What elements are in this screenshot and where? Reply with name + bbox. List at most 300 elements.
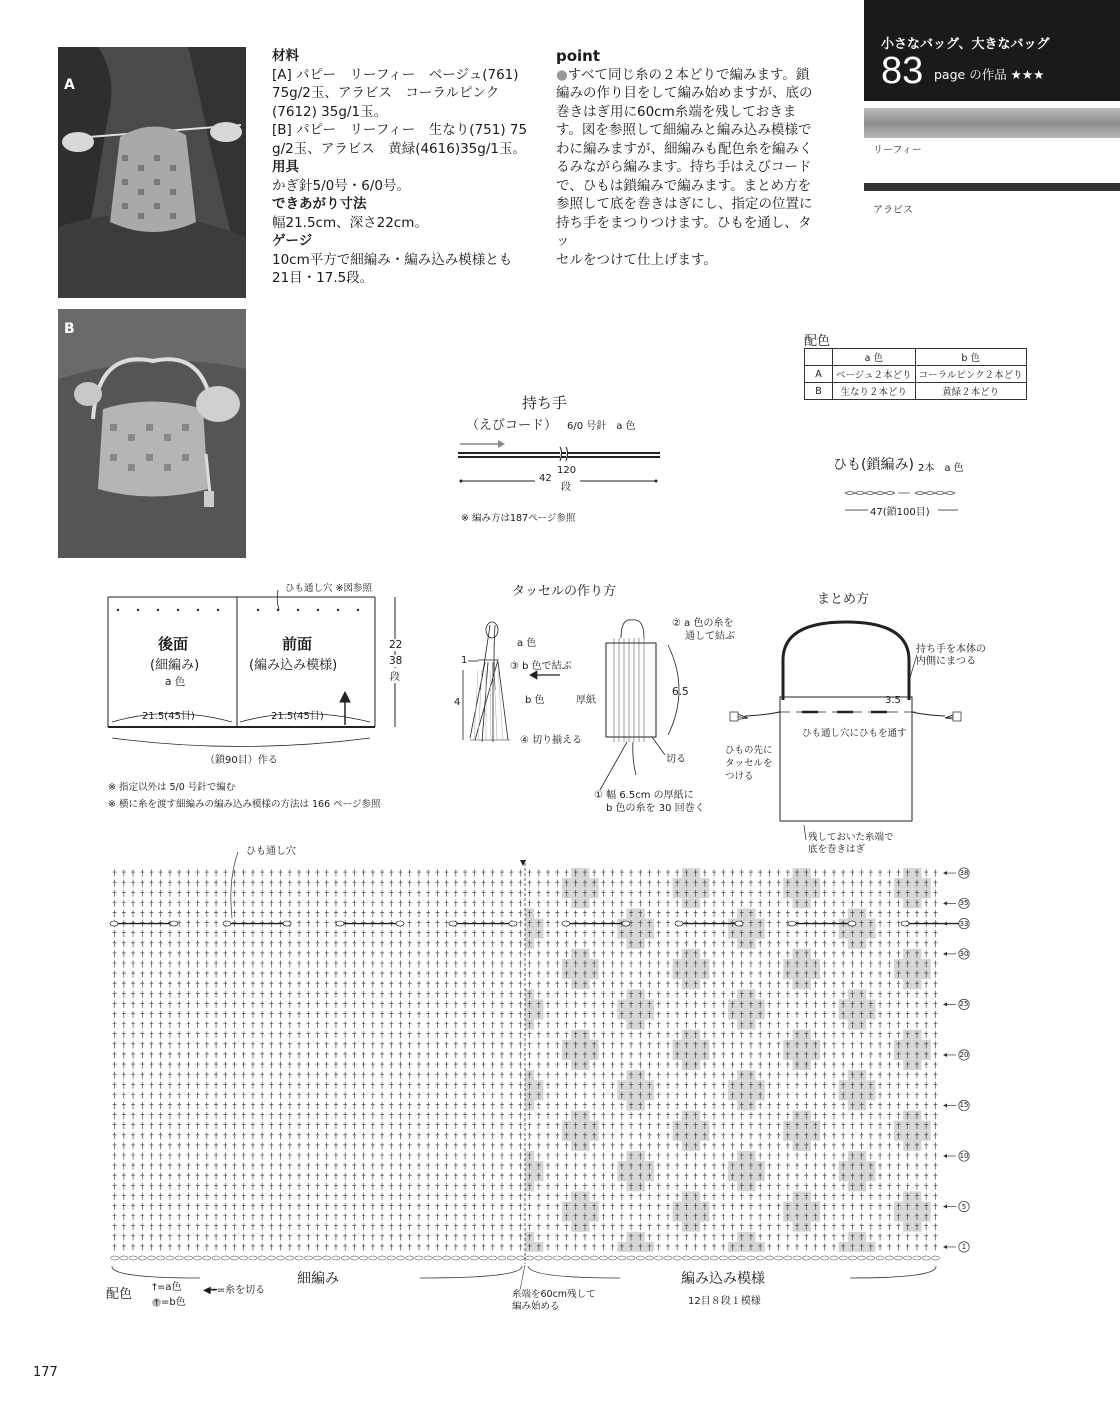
chart-mark <box>887 1243 891 1250</box>
chart-mark <box>150 1031 154 1038</box>
chart-mark <box>240 1256 248 1260</box>
chart-mark <box>131 1233 135 1240</box>
chart-mark <box>131 1163 135 1170</box>
chart-mark <box>694 1021 698 1028</box>
chart-mark <box>362 1183 366 1190</box>
chart-mark <box>352 1001 356 1008</box>
chart-mark <box>758 981 762 988</box>
chart-mark <box>509 971 513 978</box>
chart-mark <box>435 1092 439 1099</box>
chart-mark <box>279 940 283 947</box>
legend-b-symbol: † <box>152 1298 161 1307</box>
chart-mark <box>666 1213 670 1220</box>
chart-mark <box>629 1122 633 1129</box>
chart-mark <box>841 900 845 907</box>
chart-mark <box>638 971 642 978</box>
chart-mark <box>850 1223 854 1230</box>
chart-mark <box>823 1092 827 1099</box>
chart-mark <box>915 930 919 937</box>
chart-mark <box>233 1102 237 1109</box>
chart-mark <box>518 1062 522 1069</box>
chart-mark <box>140 991 144 998</box>
chart-mark <box>445 1223 449 1230</box>
chart-mark <box>251 991 255 998</box>
chart-mark <box>860 1213 864 1220</box>
chart-mark <box>482 1102 486 1109</box>
chart-mark <box>684 1021 688 1028</box>
chart-mark <box>657 1011 661 1018</box>
tassel-dim-65: 6.5 <box>672 686 689 698</box>
chart-mark <box>122 1011 126 1018</box>
chart-mark <box>472 1193 476 1200</box>
chart-mark <box>767 1243 771 1250</box>
chart-mark <box>878 1203 882 1210</box>
chart-mark <box>214 900 218 907</box>
chart-mark <box>592 1142 596 1149</box>
chart-mark <box>500 890 504 897</box>
chart-mark <box>924 1193 928 1200</box>
chart-mark <box>306 1132 310 1139</box>
chart-mark <box>638 870 642 877</box>
chart-mark <box>601 950 605 957</box>
chart-pattern-label: 編み込み模様 <box>678 1268 768 1288</box>
chart-mark <box>915 1183 919 1190</box>
chart-mark <box>186 1243 190 1250</box>
chart-mark <box>832 981 836 988</box>
chart-mark <box>472 880 476 887</box>
chart-mark <box>721 1031 725 1038</box>
chart-mark <box>472 1011 476 1018</box>
chart-mark <box>491 1132 495 1139</box>
chart-mark <box>878 1122 882 1129</box>
chart-mark <box>786 1223 790 1230</box>
chart-mark <box>113 910 117 917</box>
chart-mark <box>233 1142 237 1149</box>
chart-mark <box>795 1163 799 1170</box>
chart-row-label: 1 <box>961 1242 967 1251</box>
chart-mark <box>933 1243 937 1250</box>
chart-mark <box>509 1011 513 1018</box>
chart-mark <box>260 971 264 978</box>
chart-mark <box>924 1183 928 1190</box>
chart-mark <box>316 1102 320 1109</box>
chart-mark <box>814 1112 818 1119</box>
chart-mark <box>887 930 891 937</box>
chart-mark <box>196 1173 200 1180</box>
chart-mark <box>611 1041 615 1048</box>
chart-mark <box>482 950 486 957</box>
chart-mark <box>177 1072 181 1079</box>
chart-mark <box>869 1072 873 1079</box>
chart-mark <box>767 1092 771 1099</box>
chart-mark <box>472 1163 476 1170</box>
chart-mark <box>472 991 476 998</box>
chart-mark <box>334 910 338 917</box>
chart-mark <box>546 1163 550 1170</box>
chart-mark <box>860 961 864 968</box>
chart-mark <box>721 961 725 968</box>
chart-mark <box>620 991 624 998</box>
chart-mark <box>343 1031 347 1038</box>
chart-mark <box>675 870 679 877</box>
chart-mark <box>518 1183 522 1190</box>
chart-mark <box>140 870 144 877</box>
chart-mark <box>924 1062 928 1069</box>
chart-mark <box>249 1256 257 1260</box>
chart-mark <box>509 991 513 998</box>
chart-mark <box>509 981 513 988</box>
chart-mark <box>897 1102 901 1109</box>
chart-mark <box>334 1062 338 1069</box>
chart-mark <box>186 1223 190 1230</box>
chart-mark <box>362 880 366 887</box>
chart-mark <box>177 1233 181 1240</box>
chart-mark <box>214 1132 218 1139</box>
chart-mark <box>767 890 771 897</box>
chart-mark <box>371 1163 375 1170</box>
chart-pattern-repeat: 12目８段１模様 <box>688 1296 761 1307</box>
chart-mark <box>325 1223 329 1230</box>
table-cell: 黄緑２本どり <box>915 383 1026 400</box>
chart-mark <box>177 1041 181 1048</box>
chart-mark <box>306 1011 310 1018</box>
chart-mark <box>546 1233 550 1240</box>
chart-mark <box>675 1142 679 1149</box>
chart-mark <box>140 1062 144 1069</box>
chart-mark <box>205 1112 209 1119</box>
chart-mark <box>343 961 347 968</box>
chart-mark <box>196 940 200 947</box>
chart-mark <box>463 890 467 897</box>
chart-mark <box>426 1011 430 1018</box>
chart-mark <box>731 910 735 917</box>
chart-mark <box>546 1132 550 1139</box>
chart-mark <box>435 1062 439 1069</box>
chart-mark <box>657 961 661 968</box>
chart-mark <box>823 1122 827 1129</box>
chart-mark <box>177 1142 181 1149</box>
chart-mark <box>721 1072 725 1079</box>
chart-mark <box>823 961 827 968</box>
chart-mark <box>675 1001 679 1008</box>
chart-mark <box>251 900 255 907</box>
body-height-unit: 段 <box>390 668 400 683</box>
chart-mark <box>565 1173 569 1180</box>
chart-mark <box>943 871 947 875</box>
chart-mark <box>482 1031 486 1038</box>
chart-mark <box>186 1132 190 1139</box>
chart-mark <box>186 1001 190 1008</box>
chart-mark <box>897 1163 901 1170</box>
chart-mark <box>509 940 513 947</box>
chart-mark <box>629 1193 633 1200</box>
chart-mark <box>334 1243 338 1250</box>
chart-mark <box>915 940 919 947</box>
chart-mark <box>205 991 209 998</box>
chart-mark <box>417 1051 421 1058</box>
chart-mark <box>703 1031 707 1038</box>
chart-mark <box>435 1112 439 1119</box>
chart-mark <box>242 961 246 968</box>
chart-mark <box>435 1153 439 1160</box>
chart-mark <box>703 1092 707 1099</box>
chart-mark <box>445 1153 449 1160</box>
chart-mark <box>555 981 559 988</box>
chart-mark <box>242 900 246 907</box>
chart-mark <box>233 890 237 897</box>
chart-mark <box>380 1183 384 1190</box>
chart-mark <box>684 1001 688 1008</box>
chart-mark <box>823 1183 827 1190</box>
chart-mark <box>583 1173 587 1180</box>
chart-mark <box>306 1243 310 1250</box>
chart-mark <box>445 1092 449 1099</box>
chart-mark <box>316 930 320 937</box>
chart-mark <box>122 1082 126 1089</box>
chart-mark <box>306 1051 310 1058</box>
chart-mark <box>786 1102 790 1109</box>
chart-mark <box>721 1112 725 1119</box>
chart-mark <box>113 1001 117 1008</box>
chart-mark <box>325 1183 329 1190</box>
chart-mark <box>915 1092 919 1099</box>
chart-mark <box>897 940 901 947</box>
chart-mark <box>832 1173 836 1180</box>
chart-mark <box>417 950 421 957</box>
chart-mark <box>297 1233 301 1240</box>
chart-mark <box>306 880 310 887</box>
chart-mark <box>666 950 670 957</box>
chart-mark <box>113 870 117 877</box>
chart-mark <box>251 890 255 897</box>
chart-mark <box>537 1213 541 1220</box>
chart-mark <box>426 1051 430 1058</box>
chart-mark <box>406 1256 414 1260</box>
chart-mark <box>242 1163 246 1170</box>
chart-mark <box>380 910 384 917</box>
chart-mark <box>924 1153 928 1160</box>
chart-mark <box>804 930 808 937</box>
chart-mark <box>731 1051 735 1058</box>
chart-mark <box>611 940 615 947</box>
chart-mark <box>684 1102 688 1109</box>
chart-mark <box>186 1102 190 1109</box>
chart-mark <box>186 1173 190 1180</box>
chart-mark <box>426 870 430 877</box>
chart-mark <box>482 1183 486 1190</box>
chart-mark <box>933 1173 937 1180</box>
chart-mark <box>177 1011 181 1018</box>
chart-mark <box>775 1256 783 1260</box>
chart-mark <box>380 1092 384 1099</box>
chart-mark <box>159 1001 163 1008</box>
chart-mark <box>823 1041 827 1048</box>
chart-mark <box>380 1062 384 1069</box>
chart-cord-hole-label: ひも通し穴 <box>246 846 296 857</box>
chart-mark <box>214 1092 218 1099</box>
chart-mark <box>454 900 458 907</box>
point-line: セルをつけて仕上げます。 <box>556 251 717 268</box>
chart-mark <box>894 1256 902 1260</box>
chart-mark <box>306 1173 310 1180</box>
chart-mark <box>343 981 347 988</box>
chart-mark <box>352 981 356 988</box>
chart-mark <box>509 1092 513 1099</box>
chart-mark <box>804 1011 808 1018</box>
chart-mark <box>463 1233 467 1240</box>
chart-mark <box>878 890 882 897</box>
chart-mark <box>878 1082 882 1089</box>
chart-mark <box>738 1256 746 1260</box>
chart-mark <box>694 1163 698 1170</box>
chart-mark <box>113 1092 117 1099</box>
chart-mark <box>472 1233 476 1240</box>
chart-mark <box>435 1021 439 1028</box>
chart-mark <box>159 930 163 937</box>
chart-mark <box>749 1213 753 1220</box>
chart-mark <box>297 1122 301 1129</box>
chart-mark <box>251 971 255 978</box>
chart-mark <box>122 1183 126 1190</box>
chart-mark <box>214 1183 218 1190</box>
chart-mark <box>113 1102 117 1109</box>
chart-mark <box>703 1082 707 1089</box>
chart-mark <box>371 1112 375 1119</box>
chart-mark <box>509 1031 513 1038</box>
chart-mark <box>196 920 200 927</box>
chart-mark <box>721 1011 725 1018</box>
chart-mark <box>122 880 126 887</box>
chart-mark <box>362 981 366 988</box>
chart-mark <box>297 1062 301 1069</box>
chart-mark <box>389 870 393 877</box>
chart-mark <box>288 880 292 887</box>
point-line: 参照して底を巻きはぎにし、指定の位置に <box>556 196 813 212</box>
chart-mark <box>887 981 891 988</box>
chart-mark <box>767 1041 771 1048</box>
chart-mark <box>933 1031 937 1038</box>
chart-mark <box>675 1112 679 1119</box>
chart-mark <box>943 1053 947 1057</box>
chart-mark <box>767 1233 771 1240</box>
chart-mark <box>740 1223 744 1230</box>
chart-mark <box>334 1183 338 1190</box>
chart-mark <box>288 1193 292 1200</box>
chart-mark <box>205 950 209 957</box>
chart-mark <box>777 971 781 978</box>
chart-mark <box>758 1193 762 1200</box>
chart-mark <box>758 900 762 907</box>
chart-mark <box>814 1173 818 1180</box>
chart-mark <box>205 1082 209 1089</box>
chart-mark <box>297 1173 301 1180</box>
chart-mark <box>869 961 873 968</box>
chart-mark <box>712 1193 716 1200</box>
chart-mark <box>362 1072 366 1079</box>
chart-mark <box>177 1082 181 1089</box>
chart-mark <box>233 1183 237 1190</box>
chart-mark <box>565 1243 569 1250</box>
chart-mark <box>445 1243 449 1250</box>
chart-mark <box>463 1011 467 1018</box>
chart-mark <box>509 1122 513 1129</box>
chart-mark <box>362 961 366 968</box>
chart-mark <box>472 1051 476 1058</box>
tassel-b-color: b 色 <box>525 695 545 706</box>
chart-mark <box>555 1102 559 1109</box>
chart-mark <box>242 1102 246 1109</box>
chart-mark <box>767 1132 771 1139</box>
chart-mark <box>675 1011 679 1018</box>
chart-mark <box>214 1243 218 1250</box>
chart-mark <box>814 950 818 957</box>
chart-mark <box>767 1163 771 1170</box>
chart-mark <box>648 1183 652 1190</box>
chart-mark <box>786 1112 790 1119</box>
chart-mark <box>767 870 771 877</box>
chart-mark <box>454 991 458 998</box>
tassel-step-2a: ② a 色の糸を <box>672 618 734 629</box>
chart-mark <box>933 1122 937 1129</box>
chart-mark <box>230 1256 238 1260</box>
chart-mark <box>445 880 449 887</box>
chart-mark <box>140 961 144 968</box>
chart-mark <box>352 880 356 887</box>
chart-mark <box>740 1122 744 1129</box>
chart-mark <box>712 940 716 947</box>
chart-mark <box>168 1072 172 1079</box>
chart-mark <box>675 900 679 907</box>
chart-mark <box>472 1072 476 1079</box>
chart-mark <box>721 1092 725 1099</box>
chart-mark <box>712 961 716 968</box>
finishing-title: まとめ方 <box>817 592 870 607</box>
chart-mark <box>316 920 320 927</box>
chart-mark <box>389 930 393 937</box>
chart-mark <box>599 1256 607 1260</box>
chart-mark <box>878 1183 882 1190</box>
chart-mark <box>389 1051 393 1058</box>
chart-mark <box>269 1183 273 1190</box>
chart-mark <box>832 1193 836 1200</box>
chart-mark <box>389 950 393 957</box>
chart-mark <box>832 940 836 947</box>
chart-mark <box>509 1021 513 1028</box>
chart-mark <box>334 971 338 978</box>
chart-mark <box>362 900 366 907</box>
chart-mark <box>867 1256 875 1260</box>
chart-mark <box>150 1062 154 1069</box>
chart-mark <box>491 890 495 897</box>
chart-mark <box>832 1203 836 1210</box>
chart-mark <box>500 1031 504 1038</box>
chart-mark <box>823 880 827 887</box>
chart-mark <box>214 1213 218 1220</box>
chart-mark <box>113 1193 117 1200</box>
chart-mark <box>343 1203 347 1210</box>
chart-mark <box>537 991 541 998</box>
chart-mark <box>168 981 172 988</box>
chart-mark <box>159 991 163 998</box>
chart-mark <box>740 1142 744 1149</box>
chart-mark <box>565 1153 569 1160</box>
chart-mark <box>157 1256 165 1260</box>
chart-mark <box>408 971 412 978</box>
chart-mark <box>269 890 273 897</box>
chart-mark <box>777 1041 781 1048</box>
chart-mark <box>664 1256 672 1260</box>
chart-mark <box>546 930 550 937</box>
